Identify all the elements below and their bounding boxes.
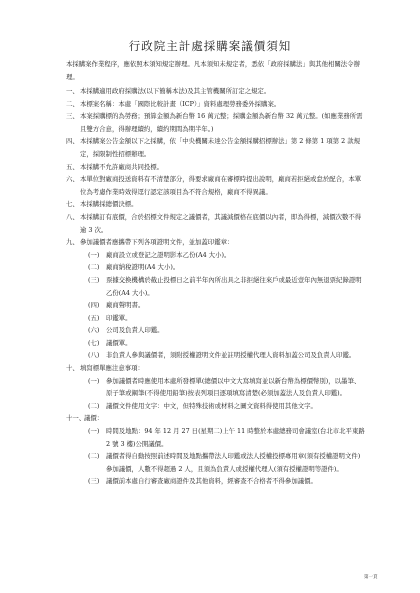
clause-text: 本採購適用政府採購法(以下簡稱本法)及其主管機關所訂定之規定。 [80, 87, 271, 95]
clause-number: 一、 [66, 87, 79, 95]
sub-clause [66, 324, 366, 337]
clause-list [66, 85, 366, 488]
clause-number: 五、 [66, 162, 79, 171]
sub-clause [66, 375, 366, 400]
clause [66, 198, 366, 211]
clause-text: 非負責人參與議價者，須附授權證明文件並註明授權代理人資料加蓋公司及負責人印鑑。 [106, 351, 356, 360]
clause-number: (二) [88, 401, 100, 410]
clause [66, 85, 366, 98]
clause-number: 九、 [66, 238, 79, 247]
sub-clause [66, 249, 366, 262]
clause-number: 六、 [66, 175, 79, 184]
clause-text: 議價： [84, 414, 104, 423]
clause-text: 議價文件使用文字：中文，但特殊技術或材料之圖文資料得使用其他文字。 [106, 401, 317, 410]
clause [66, 412, 366, 425]
clause-number: 二、 [66, 99, 79, 108]
clause-number: 十、 [66, 364, 79, 373]
clause-number: (三) [88, 477, 100, 486]
clause-number: (二) [88, 263, 100, 272]
clause [66, 98, 366, 111]
clause [66, 161, 366, 174]
clause-text: 廠商聲明書。 [106, 301, 145, 310]
clause-text: 填寫標單應注意事項： [80, 364, 144, 373]
clause-text: 票據交換機構於截止投標日之前半年內所出具之非拒絕往來戶或最近壹年內無退票紀錄證明乙份(A4 大小)。 [106, 275, 362, 297]
clause-number: (四) [88, 301, 100, 310]
clause-number: 四、 [66, 137, 79, 146]
clause [66, 362, 366, 375]
clause-text: 本採購不允許廠商共同投標。 [80, 162, 164, 171]
sub-clause [66, 425, 366, 450]
sub-clause [66, 475, 366, 488]
clause-text: 廠商設立或登記之證明影本乙份(A4 大小)。 [106, 250, 231, 259]
sub-clause [66, 261, 366, 274]
clause-number: (二) [88, 452, 100, 461]
intro-paragraph: 本採購案作業程序，應依照本須知規定辦理。凡本須知未規定者，悉依「政府採購法」與其他相關法令辦理。 [66, 60, 360, 81]
clause [66, 211, 366, 236]
clause-number: (七) [88, 338, 100, 347]
clause-number: 八、 [66, 212, 79, 221]
clause-number: (六) [88, 326, 100, 335]
clause-number: (八) [88, 351, 100, 360]
sub-clause [66, 349, 366, 362]
page-footer: 第一頁 [364, 575, 378, 580]
clause-text: 本單位對廠商投送資料有不清楚部分，得要求廠商在審標時提出說明，廠商若拒絕或怠於配合，本單位為考慮作業時效得逕行認定該項目為不符合規格，廠商不得異議。 [80, 175, 362, 196]
clause-text: 本採購案公告金額以下之採購，依「中央機關未達公告金額採購招標辦法」第 2 條第 1 項第 2 款規定，採限制性招標辦理。 [80, 137, 361, 158]
clause [66, 173, 366, 198]
clause-number: (三) [88, 275, 100, 284]
clause-number: (一) [88, 376, 100, 385]
sub-clause [66, 274, 366, 299]
clause-text: 本採購訂有底價，合於招標文件規定之議價者，其議減價格在底價以內者，即為得標，減價次數不得逾 3 次。 [80, 212, 362, 234]
clause-text: 參加議價者時應使用本處所發標單(總價以中文大寫填寫並以新台幣為標價幣別)，以墨筆、原子筆或鋼筆(不得使用鉛筆)按表列項目逐項填寫清楚(必須加蓋法人及負責人印鑑)。 [106, 376, 361, 398]
clause-text: 議價單。 [106, 338, 132, 347]
sub-clause [66, 450, 366, 475]
sub-clause [66, 337, 366, 350]
clause-text: 議價者得自動按照前述時間及地點攜帶法人印鑑或法人授權投標專用章(須有授權證明文件)參加議價，人數不得超過 2 人，且須為負責人或授權代理人(須有授權證明等證件)。 [106, 452, 361, 473]
clause-number: (一) [88, 427, 100, 436]
clause-text: 時間及地點：94 年 12 月 27 日(星期二)上午 11 時整於本處總務司會議室(台北市北平東路 2 號 3 樓)公開議價。 [106, 427, 365, 448]
clause-number: (五) [88, 313, 100, 322]
clause-text: 廠商納稅證明(A4 大小)。 [106, 263, 180, 272]
document-title: 行政院主計處採購案議價須知 [128, 39, 292, 53]
clause-number: 三、 [66, 112, 79, 121]
clause-number: 十一、 [66, 414, 86, 423]
clause-text: 參加議價者應攜帶下列各項證明文件，並加蓋印鑑章： [80, 238, 234, 247]
clause [66, 236, 366, 249]
clause-text: 議價前本處自行審查廠商證件及其他資料，經審查不合格者不得參加議價。 [106, 477, 317, 486]
clause-text: 本採購採總價決標。 [80, 200, 138, 209]
clause-text: 印鑑單。 [106, 313, 132, 322]
clause [66, 135, 366, 160]
sub-clause [66, 400, 366, 413]
clause-text: 本案採購標的為勞務；預算金額為新台幣 16 萬元整；採購金額為新台幣 32 萬元整。(如應業務所需且雙方合意，得辦理續約，續約期間為期半年。) [80, 112, 363, 133]
clause-number: 七、 [66, 200, 79, 209]
clause-text: 公司及負責人印鑑。 [106, 326, 164, 335]
sub-clause [66, 312, 366, 325]
clause-text: 本標案名稱：本處「國際比較計畫（ICP）」資料處理勞務委外採購案。 [80, 99, 281, 108]
clause [66, 110, 366, 135]
clause-number: (一) [88, 250, 100, 259]
sub-clause [66, 299, 366, 312]
